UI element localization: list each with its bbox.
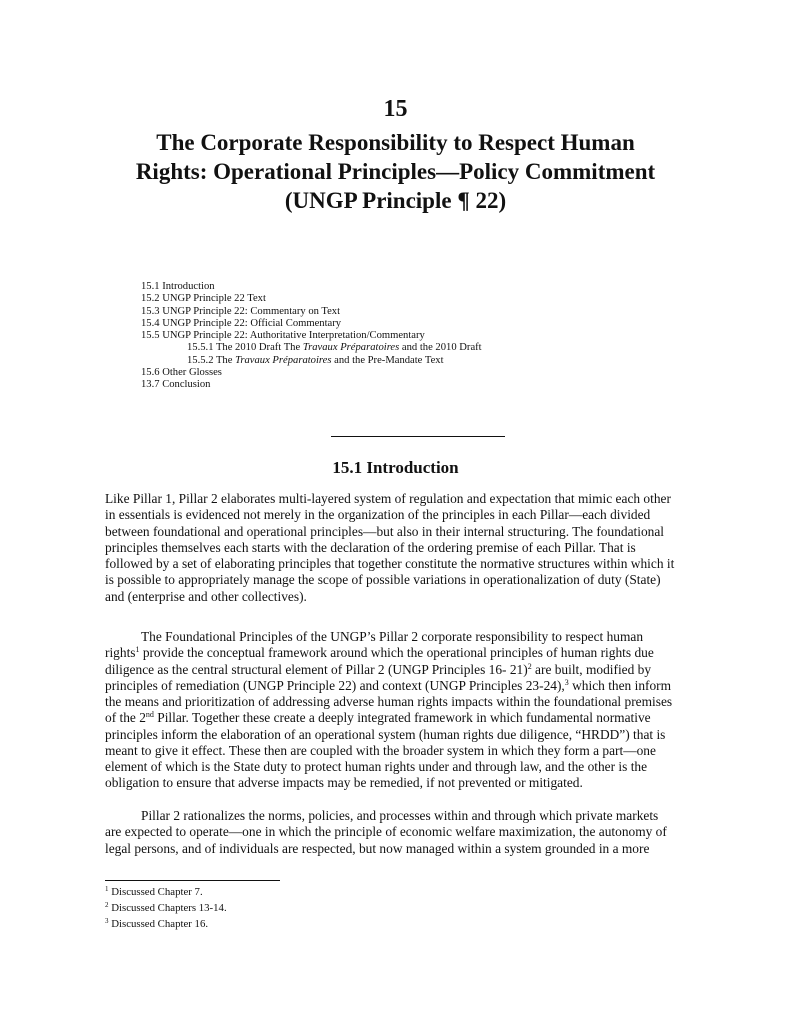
text-line [105, 759, 672, 775]
text-run: provide the conceptual framework around which the operational principles of human rights due [139, 645, 654, 661]
text-line [105, 491, 674, 507]
footnote-text: Discussed Chapter 16. [108, 918, 209, 930]
text-run: Pillar 2 rationalizes the norms, policies, and processes within and through which private markets [141, 808, 659, 823]
text-run: and the 2010 Draft [399, 342, 482, 354]
footnote [105, 900, 227, 916]
text-run: are built, modified by [531, 661, 652, 677]
toc-item [141, 306, 482, 318]
footnote-ref: nd [145, 710, 154, 720]
text-run: is possible to appropriately manage the scope of possible variations in operationalization of duty (State) [105, 572, 661, 588]
chapter-title-line: The Corporate Responsibility to Respect Human [156, 130, 635, 155]
text-line [105, 678, 672, 694]
text-line [105, 645, 672, 661]
text-run: 15.4 UNGP Principle 22: Official Commentary [141, 317, 342, 329]
footnote-ref: 2 [527, 661, 532, 671]
section-divider [331, 436, 505, 437]
text-run: which then inform [568, 677, 672, 693]
chapter-number: 15 [383, 96, 408, 122]
text-run: followed by a set of elaborating principles that together constitute the normative structures within which it [105, 556, 675, 571]
paragraph [105, 491, 674, 605]
footnote-number: 3 [105, 917, 109, 925]
text-run: 15.2 UNGP Principle 22 Text [141, 293, 266, 305]
toc-item [141, 367, 482, 379]
paragraph [105, 629, 672, 792]
text-run: are expected to operate—one in which the principle of economic welfare maximization, the autonomy of [105, 824, 667, 840]
text-run: 15.1 Introduction [141, 281, 215, 292]
italic-text: Travaux Préparatoires [302, 342, 400, 354]
paragraph [105, 808, 667, 857]
text-run: and (enterprise and other collectives). [105, 588, 307, 604]
text-line [105, 524, 674, 540]
text-run: meant to give it effect. These then are coupled with the broader system in which they form a part—one [105, 742, 656, 758]
italic-text: Travaux Préparatoires [235, 354, 332, 366]
section-heading: 15.1 Introduction [332, 458, 459, 477]
text-line [105, 556, 674, 572]
chapter-title [0, 128, 791, 215]
text-line [105, 572, 674, 588]
text-run: and the Pre-Mandate Text [331, 354, 444, 366]
text-run: principles themselves each starts with the declaration of the ordering premise of each Pillar. That is [105, 539, 636, 555]
text-line [105, 710, 672, 726]
footnote-text: Discussed Chapters 13-14. [108, 902, 227, 914]
text-line [105, 540, 674, 556]
text-line [105, 808, 667, 824]
text-run: 13.7 Conclusion [141, 379, 211, 391]
text-line [105, 743, 672, 759]
text-run: The Foundational Principles of the UNGP’s Pillar 2 corporate responsibility to respect human [141, 629, 644, 644]
text-run: the means and prioritization of addressing adverse human rights impacts within the foundational premises [105, 694, 673, 709]
chapter-title-line: Rights: Operational Principles—Policy Commitment [135, 159, 656, 184]
text-run: legal persons, and of individuals are respected, but now managed within a system grounded in a more [105, 840, 650, 856]
footnote-ref: 1 [135, 645, 140, 655]
table-of-contents [141, 281, 482, 392]
footnote-text: Discussed Chapter 7. [108, 886, 203, 898]
footnote-divider [105, 880, 280, 881]
footnote [105, 884, 227, 900]
text-line [105, 629, 672, 645]
text-run: between foundational and operational principles—but also in their internal structuring. The foundational [105, 523, 665, 539]
text-run: 15.5 UNGP Principle 22: Authoritative Interpretation/Commentary [141, 330, 425, 342]
text-line [105, 775, 672, 791]
text-run: principles inform the elaboration of an operational system (human rights due diligence, “HRDD”) that is [105, 726, 666, 742]
footnote-number: 1 [105, 885, 109, 893]
text-line [105, 841, 667, 857]
toc-item [141, 318, 482, 330]
text-run: 15.3 UNGP Principle 22: Commentary on Text [141, 305, 341, 317]
text-run: principles of remediation (UNGP Principle 22) and context (UNGP Principles 23-24), [105, 677, 565, 693]
toc-item [141, 330, 482, 342]
text-run: Like Pillar 1, Pillar 2 elaborates multi-layered system of regulation and expectation that mimic each other [105, 491, 671, 506]
text-run: diligence as the central structural element of Pillar 2 (UNGP Principles 16- 21) [105, 661, 528, 677]
text-run: obligation to ensure that adverse impacts may be remedied, if not prevented or mitigated. [105, 775, 583, 791]
text-line [105, 824, 667, 840]
text-run: rights [105, 645, 136, 661]
text-line [105, 727, 672, 743]
text-run: Pillar. Together these create a deeply integrated framework in which fundamental normative [153, 710, 651, 726]
text-run: element of which is the State duty to protect human rights under and through law, and the other is the [105, 759, 648, 774]
footnotes [105, 884, 227, 932]
toc-item [141, 355, 482, 367]
footnote [105, 916, 227, 932]
text-run: 15.5.2 The [187, 354, 236, 366]
text-run: of the 2 [105, 710, 146, 726]
text-run: 15.6 Other Glosses [141, 367, 222, 379]
toc-item [141, 281, 482, 293]
toc-item [141, 342, 482, 354]
footnote-ref: 3 [564, 677, 569, 687]
toc-item [141, 379, 482, 391]
text-line [105, 589, 674, 605]
text-run: 15.5.1 The 2010 Draft The [187, 342, 303, 354]
text-line [105, 694, 672, 710]
toc-item [141, 293, 482, 305]
text-line [105, 507, 674, 523]
footnote-number: 2 [105, 901, 109, 909]
text-line [105, 662, 672, 678]
text-run: in essentials is evidenced not merely in the organization of the principles in each Pillar—each divided [105, 507, 651, 523]
chapter-title-line: (UNGP Principle ¶ 22) [284, 188, 507, 213]
